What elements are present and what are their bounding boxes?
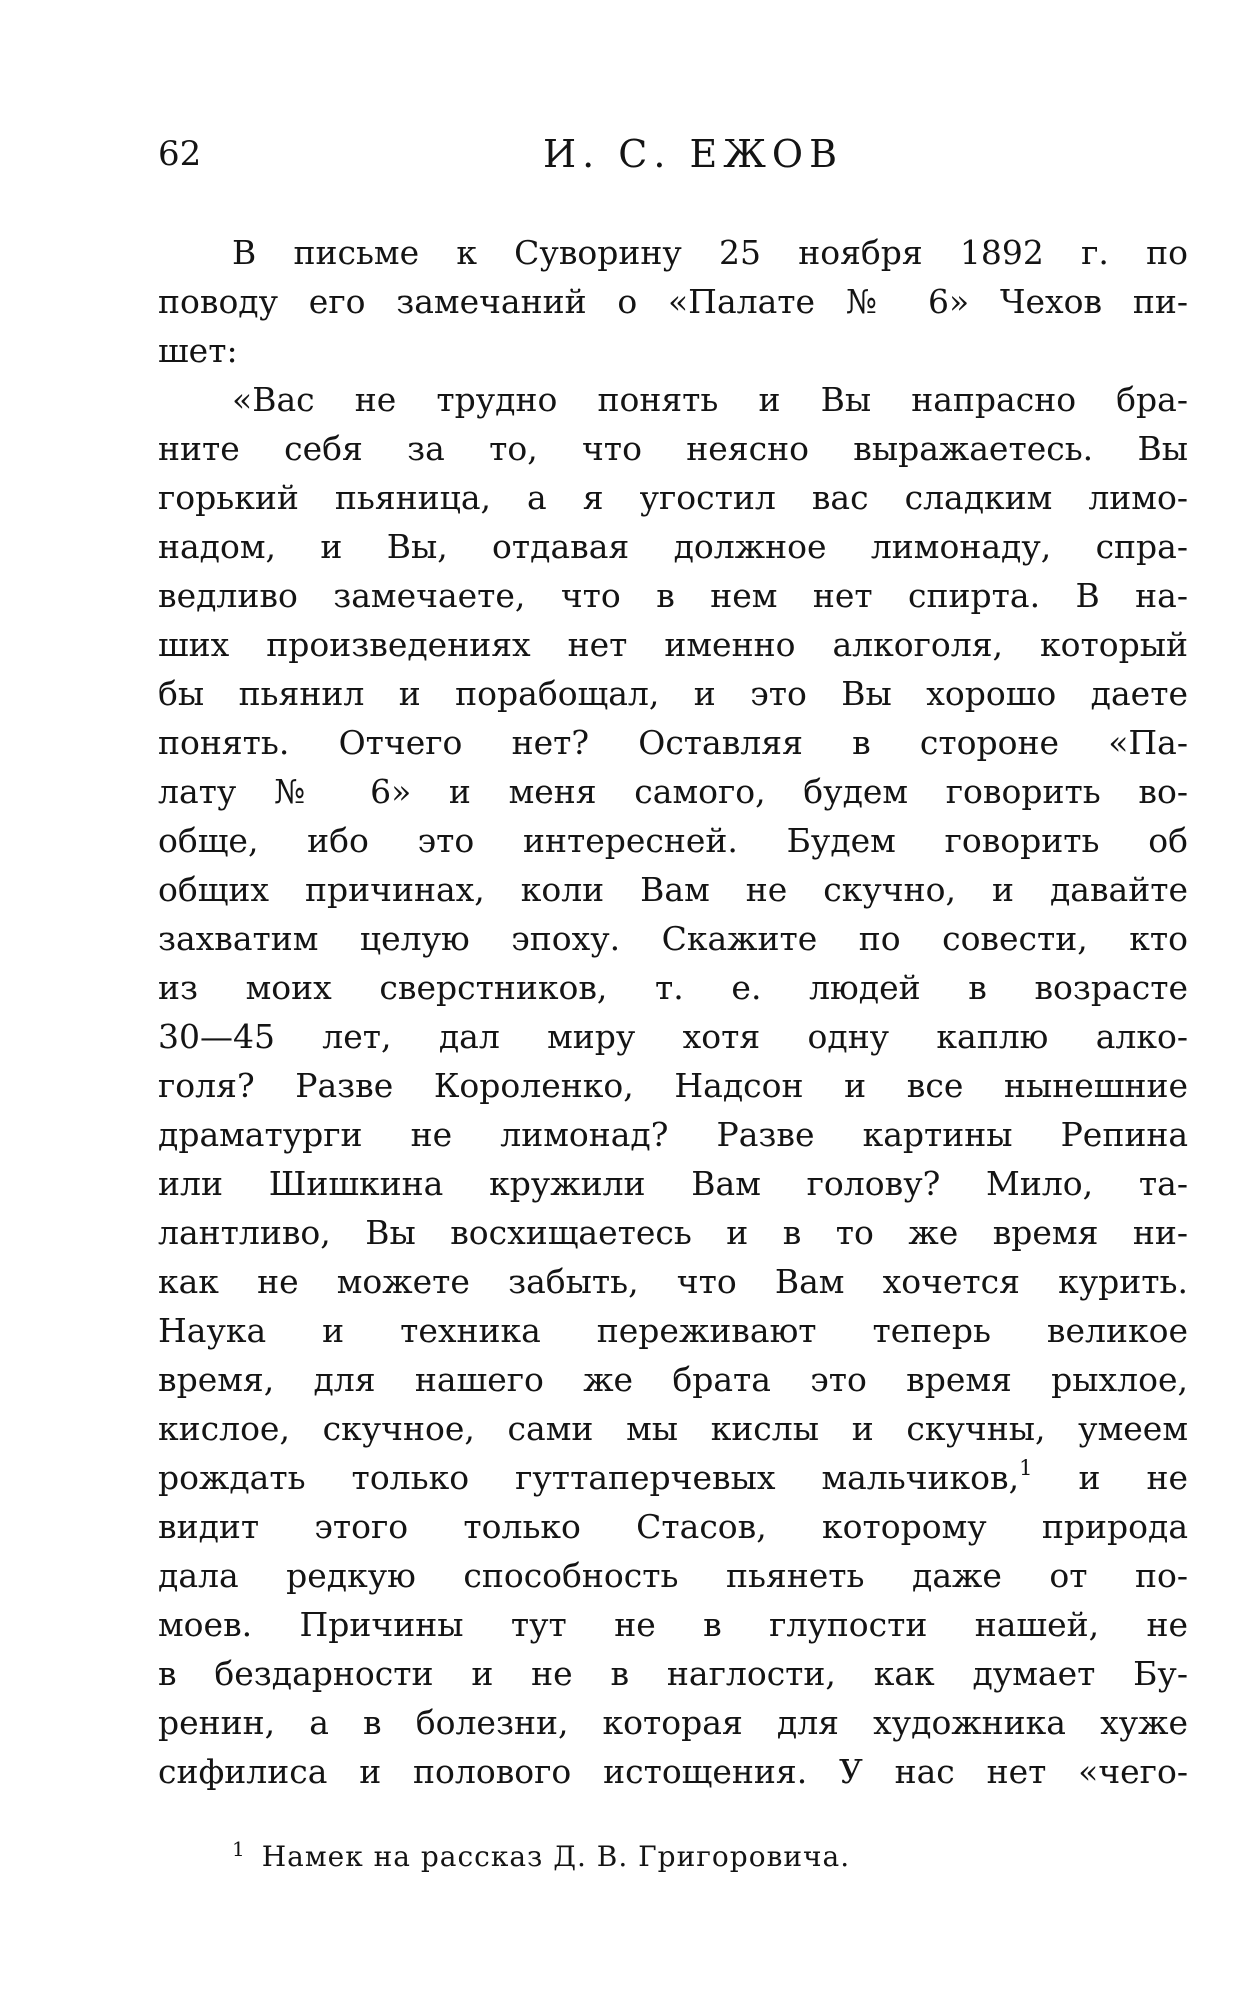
text-line: В письме к Суворину 25 ноября 1892 г. по <box>232 233 1188 272</box>
text-line: лантливо, Вы восхищаетесь и в то же время ни- <box>158 1213 1188 1252</box>
text-line-part: рождать только гуттаперчевых мальчиков, <box>158 1458 1020 1497</box>
text-line: или Шишкина кружили Вам голову? Мило, та- <box>158 1164 1188 1203</box>
text-line: ших произведениях нет именно алкоголя, который <box>158 625 1188 664</box>
footnote-text: Намек на рассказ Д. В. Григоровича. <box>261 1840 851 1873</box>
text-line: как не можете забыть, что Вам хочется курить. <box>158 1262 1188 1301</box>
text-line: бы пьянил и порабощал, и это Вы хорошо даете <box>158 674 1188 713</box>
text-line-part: и не <box>1078 1458 1188 1497</box>
text-line-with-footnote-ref <box>158 1453 1188 1502</box>
text-line: надом, и Вы, отдавая должное лимонаду, спра- <box>158 527 1188 566</box>
page-number: 62 <box>158 134 202 174</box>
footnote <box>232 1832 1132 1882</box>
running-title: И. С. ЕЖОВ <box>542 132 844 176</box>
text-line: ните себя за то, что неясно выражаетесь. Вы <box>158 429 1188 468</box>
text-line: видит этого только Стасов, которому природа <box>158 1507 1188 1546</box>
body-text <box>158 228 1188 1796</box>
text-line: шет: <box>158 331 238 370</box>
text-line: понять. Отчего нет? Оставляя в стороне «Па- <box>158 723 1188 762</box>
text-line: Наука и техника переживают теперь великое <box>158 1311 1188 1350</box>
footnote-reference: 1 <box>1019 1456 1033 1480</box>
footnote-mark: 1 <box>232 1837 246 1861</box>
running-head <box>158 128 1188 180</box>
text-line: кислое, скучное, сами мы кислы и скучны, умеем <box>158 1409 1188 1448</box>
text-line: лату № 6» и меня самого, будем говорить во- <box>158 772 1188 811</box>
text-line: голя? Разве Короленко, Надсон и все нынешние <box>158 1066 1188 1105</box>
text-line: время, для нашего же брата это время рыхлое, <box>158 1360 1188 1399</box>
text-line: дала редкую способность пьянеть даже от по- <box>158 1556 1188 1595</box>
text-line: общих причинах, коли Вам не скучно, и давайте <box>158 870 1188 909</box>
text-line: 30—45 лет, дал миру хотя одну каплю алко- <box>158 1017 1188 1056</box>
text-line: захватим целую эпоху. Скажите по совести, кто <box>158 919 1188 958</box>
text-line: драматурги не лимонад? Разве картины Репина <box>158 1115 1188 1154</box>
text-line: моев. Причины тут не в глупости нашей, не <box>158 1605 1188 1644</box>
text-line: в бездарности и не в наглости, как думает Бу- <box>158 1654 1188 1693</box>
text-line: из моих сверстников, т. е. людей в возрасте <box>158 968 1188 1007</box>
text-line: ренин, а в болезни, которая для художника хуже <box>158 1703 1188 1742</box>
text-line: сифилиса и полового истощения. У нас нет «чего- <box>158 1752 1188 1791</box>
text-line: «Вас не трудно понять и Вы напрасно бра- <box>232 380 1188 419</box>
text-line: горький пьяница, а я угостил вас сладким лимо- <box>158 478 1188 517</box>
text-line: ведливо замечаете, что в нем нет спирта. В на- <box>158 576 1188 615</box>
text-line: поводу его замечаний о «Палате № 6» Чехов пи- <box>158 282 1188 321</box>
text-line: обще, ибо это интересней. Будем говорить об <box>158 821 1188 860</box>
